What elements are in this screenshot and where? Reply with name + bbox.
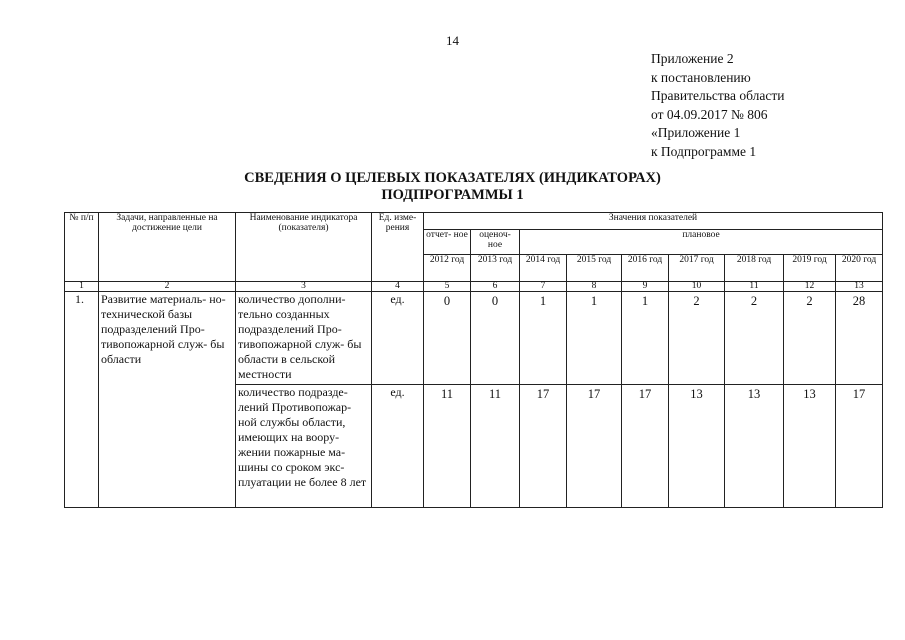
value-cell: 17 — [836, 384, 883, 507]
value-cell: 13 — [784, 384, 836, 507]
unit-cell: ед. — [372, 384, 424, 507]
column-number: 9 — [622, 281, 669, 291]
value-cell: 13 — [669, 384, 725, 507]
header-planned: плановое — [520, 230, 883, 255]
header-year: 2013 год — [471, 255, 520, 281]
column-number: 6 — [471, 281, 520, 291]
indicator-name: количество подразде- лений Противопожар- ной службы области, имеющих на воору- жении пожарные ма- шины со сроком экс- плуатации не более 8 лет — [236, 384, 372, 507]
column-number: 7 — [520, 281, 567, 291]
column-number: 8 — [567, 281, 622, 291]
header-report: отчет- ное — [424, 230, 471, 255]
column-number: 11 — [725, 281, 784, 291]
task-cell: Развитие материаль- но-технической базы подразделений Про- тивопожарной служ- бы области — [99, 291, 236, 507]
header-values: Значения показателей — [424, 213, 883, 230]
value-cell: 2 — [669, 291, 725, 384]
appendix-line: Правительства области — [651, 88, 785, 103]
header-number: № п/п — [65, 213, 99, 282]
appendix-line: к постановлению — [651, 69, 751, 85]
column-number: 3 — [236, 281, 372, 291]
value-cell: 11 — [471, 384, 520, 507]
value-cell: 28 — [836, 291, 883, 384]
header-indicator: Наименование индикатора (показателя) — [236, 213, 372, 282]
value-cell: 1 — [622, 291, 669, 384]
column-number: 1 — [65, 281, 99, 291]
document-title — [0, 170, 905, 204]
header-year: 2020 год — [836, 255, 883, 281]
header-task: Задачи, направленные на достижение цели — [99, 213, 236, 282]
column-number: 4 — [372, 281, 424, 291]
value-cell: 1 — [567, 291, 622, 384]
value-cell: 0 — [471, 291, 520, 384]
header-year: 2017 год — [669, 255, 725, 281]
value-cell: 13 — [725, 384, 784, 507]
header-year: 2012 год — [424, 255, 471, 281]
row-number: 1. — [65, 291, 99, 507]
appendix-line: к Подпрограмме 1 — [651, 143, 757, 159]
column-number: 12 — [784, 281, 836, 291]
header-year: 2016 год — [622, 255, 669, 281]
value-cell: 2 — [784, 291, 836, 384]
appendix-block — [651, 50, 784, 161]
value-cell: 17 — [567, 384, 622, 507]
title-line: ПОДПРОГРАММЫ 1 — [381, 187, 524, 203]
unit-cell: ед. — [372, 291, 424, 384]
title-line: СВЕДЕНИЯ О ЦЕЛЕВЫХ ПОКАЗАТЕЛЯХ (ИНДИКАТОРАХ) — [244, 170, 661, 186]
header-year: 2015 год — [567, 255, 622, 281]
header-estimate: оценоч- ное — [471, 230, 520, 255]
header-year: 2019 год — [784, 255, 836, 281]
value-cell: 1 — [520, 291, 567, 384]
column-number: 5 — [424, 281, 471, 291]
value-cell: 17 — [622, 384, 669, 507]
indicators-table — [64, 212, 883, 508]
appendix-line: «Приложение 1 — [651, 125, 741, 140]
page-number: 14 — [446, 33, 459, 48]
value-cell: 17 — [520, 384, 567, 507]
header-year: 2018 год — [725, 255, 784, 281]
header-year: 2014 год — [520, 255, 567, 281]
value-cell: 2 — [725, 291, 784, 384]
column-number: 13 — [836, 281, 883, 291]
header-unit: Ед. изме- рения — [372, 213, 424, 282]
appendix-line: Приложение 2 — [651, 51, 734, 66]
indicator-name: количество дополни- тельно созданных подразделений Про- тивопожарной служ- бы области в сельской местности — [236, 291, 372, 384]
appendix-line: от 04.09.2017 № 806 — [651, 106, 768, 122]
value-cell: 0 — [424, 291, 471, 384]
value-cell: 11 — [424, 384, 471, 507]
column-number: 2 — [99, 281, 236, 291]
column-number: 10 — [669, 281, 725, 291]
